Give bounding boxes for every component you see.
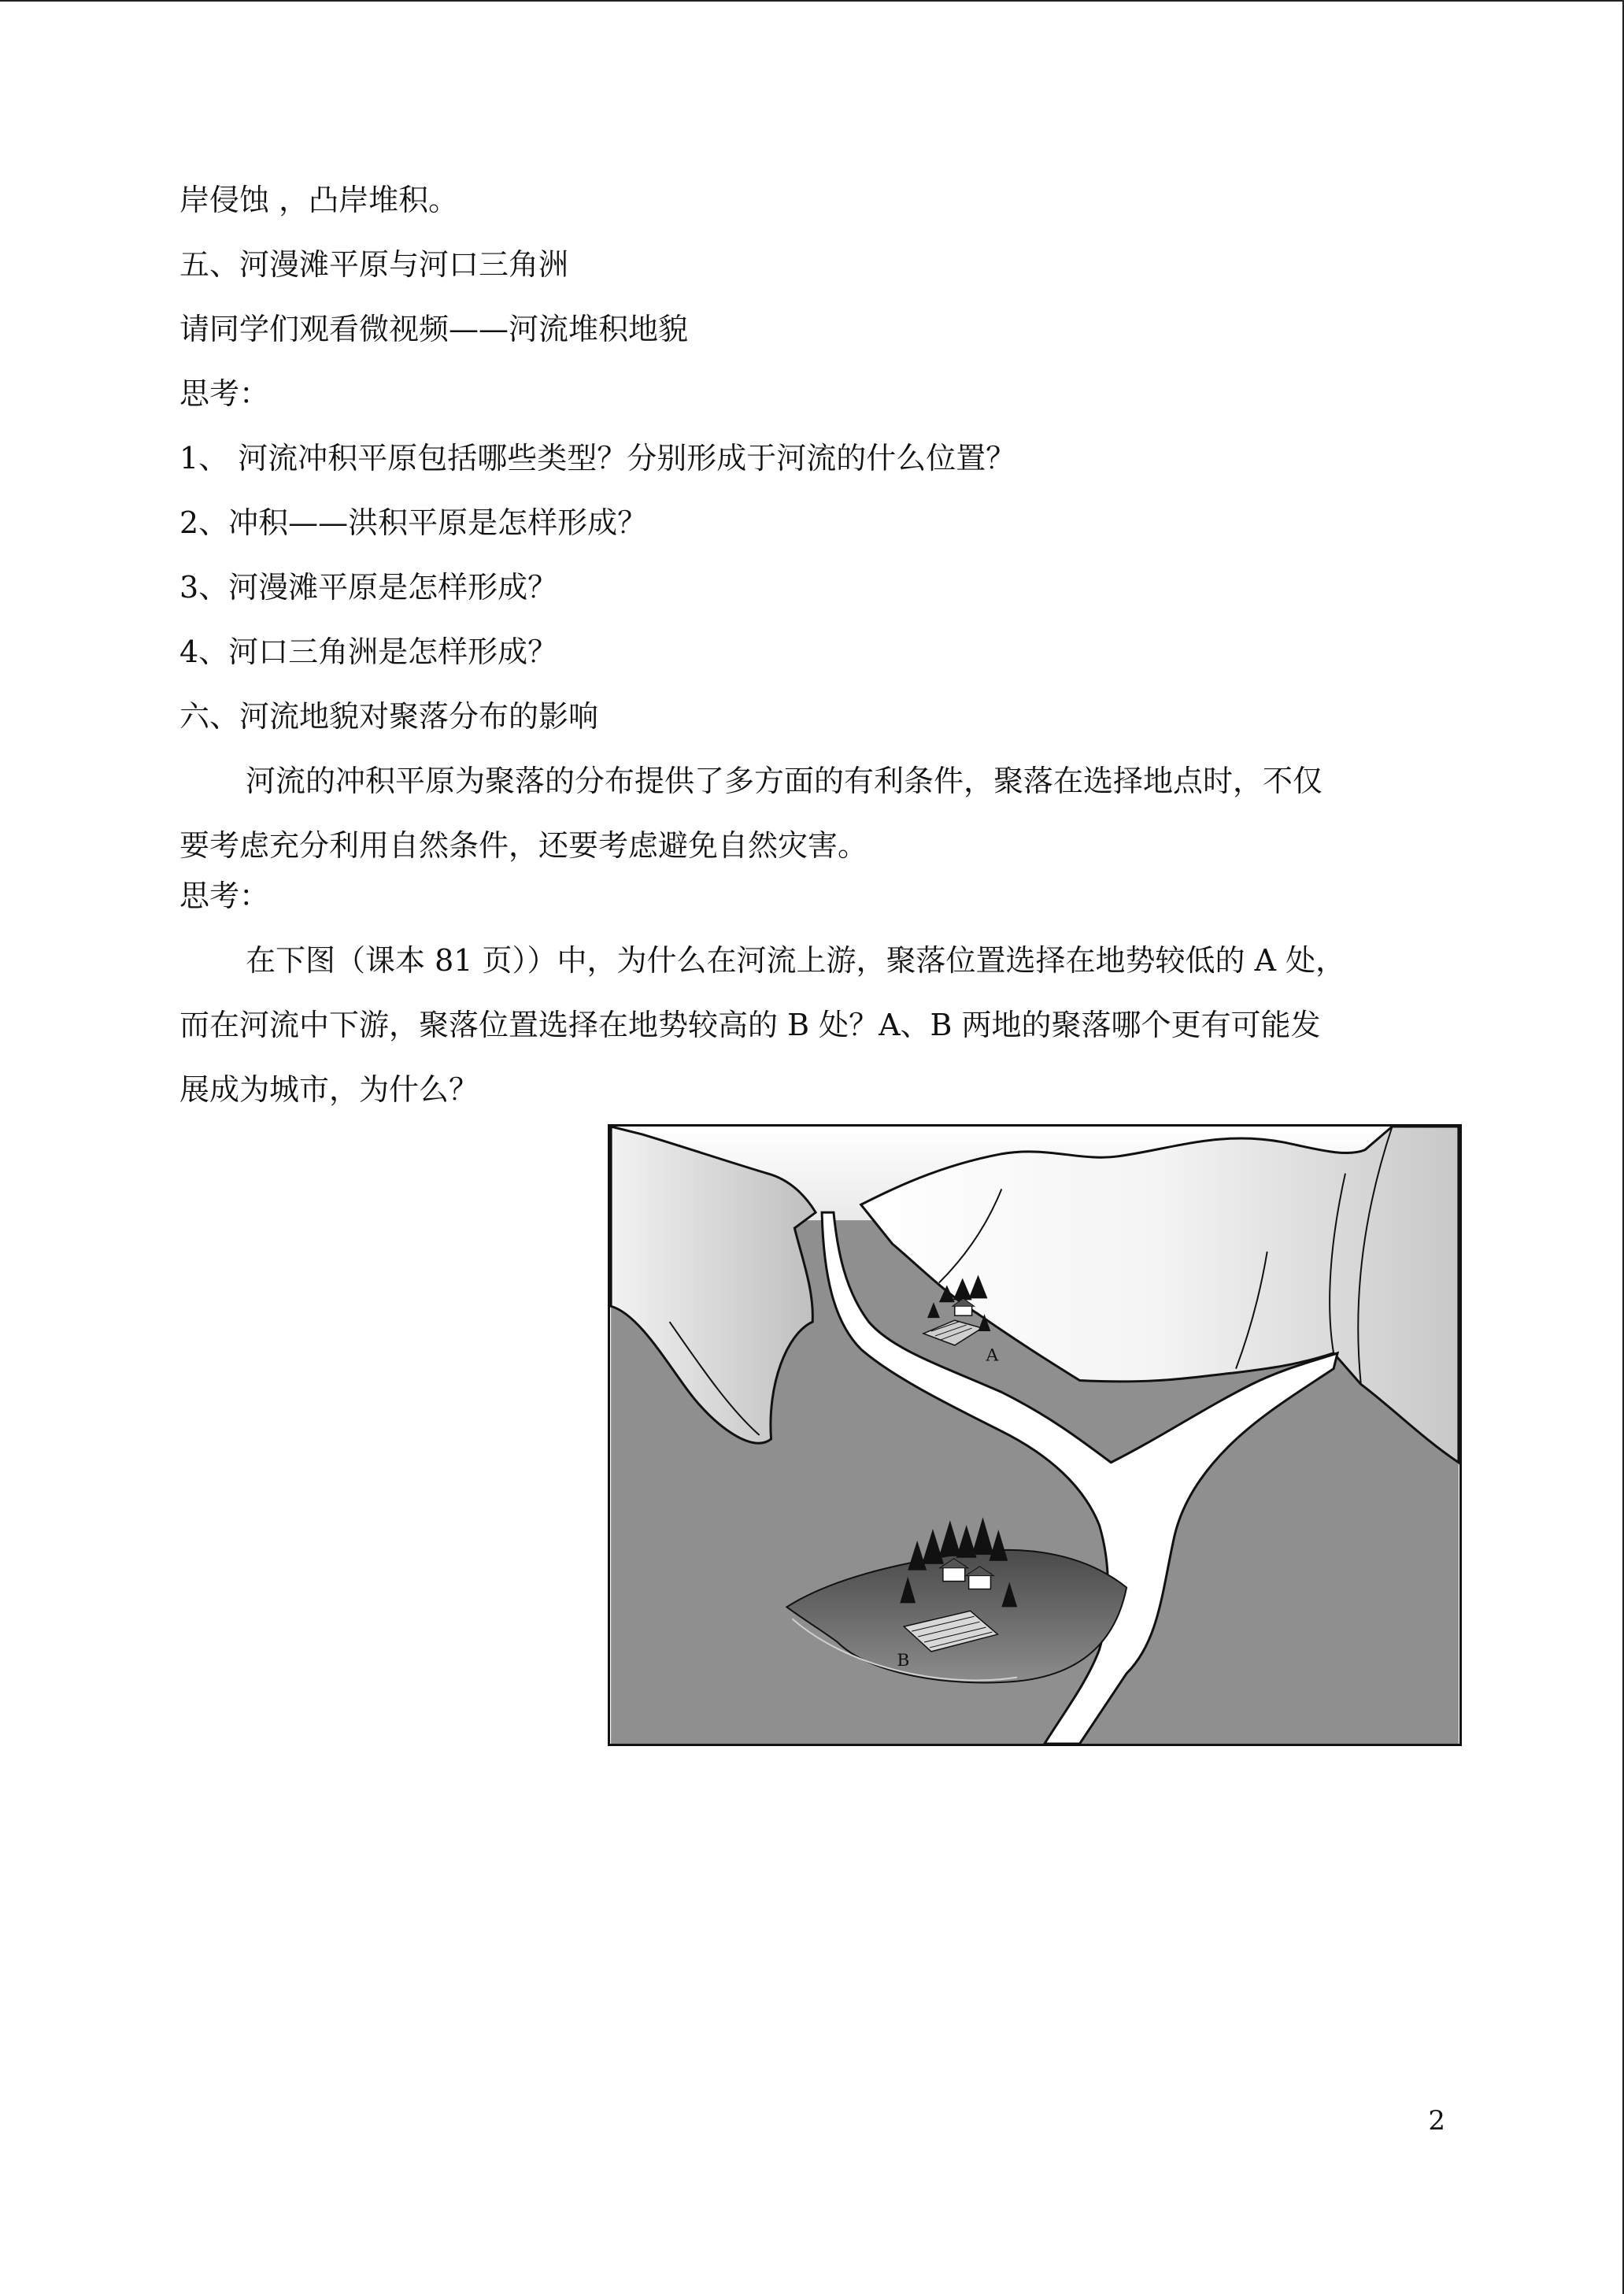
paragraph-line: 河流的冲积平原为聚落的分布提供了多方面的有利条件，聚落在选择地点时，不仅 [246,764,1323,798]
label-b: B [897,1650,910,1671]
section-heading-5: 五、河漫滩平原与河口三角洲 [179,247,569,282]
question-1: 1、 河流冲积平原包括哪些类型？分别形成于河流的什么位置？ [179,441,1016,475]
section-heading-6: 六、河流地貌对聚落分布的影响 [179,699,599,734]
paragraph-line: 在下图（课本 81 页））中，为什么在河流上游，聚落位置选择在地势较低的 A 处， [246,943,1346,978]
paragraph-line: 而在河流中下游，聚落位置选择在地势较高的 B 处？A、B 两地的聚落哪个更有可能发 [179,1008,1321,1042]
page-border-top [0,0,1624,2]
think-label: 思考： [179,879,270,913]
question-2: 2、冲积——洪积平原是怎样形成？ [179,505,648,540]
text-line: 请同学们观看微视频——河流堆积地貌 [179,312,689,346]
page-number: 2 [1428,2105,1445,2137]
paragraph-line: 展成为城市，为什么？ [179,1072,479,1107]
label-a: A [986,1345,999,1366]
think-label: 思考： [179,376,270,411]
settlement-river-figure [608,1124,1462,1746]
question-4: 4、河口三角洲是怎样形成？ [179,635,558,669]
question-3: 3、河漫滩平原是怎样形成？ [179,570,558,605]
paragraph-line: 要考虑充分利用自然条件，还要考虑避免自然灾害。 [179,828,868,863]
text-line: 岸侵蚀 ，凸岸堆积。 [179,183,459,217]
landscape-illustration [610,1127,1459,1744]
